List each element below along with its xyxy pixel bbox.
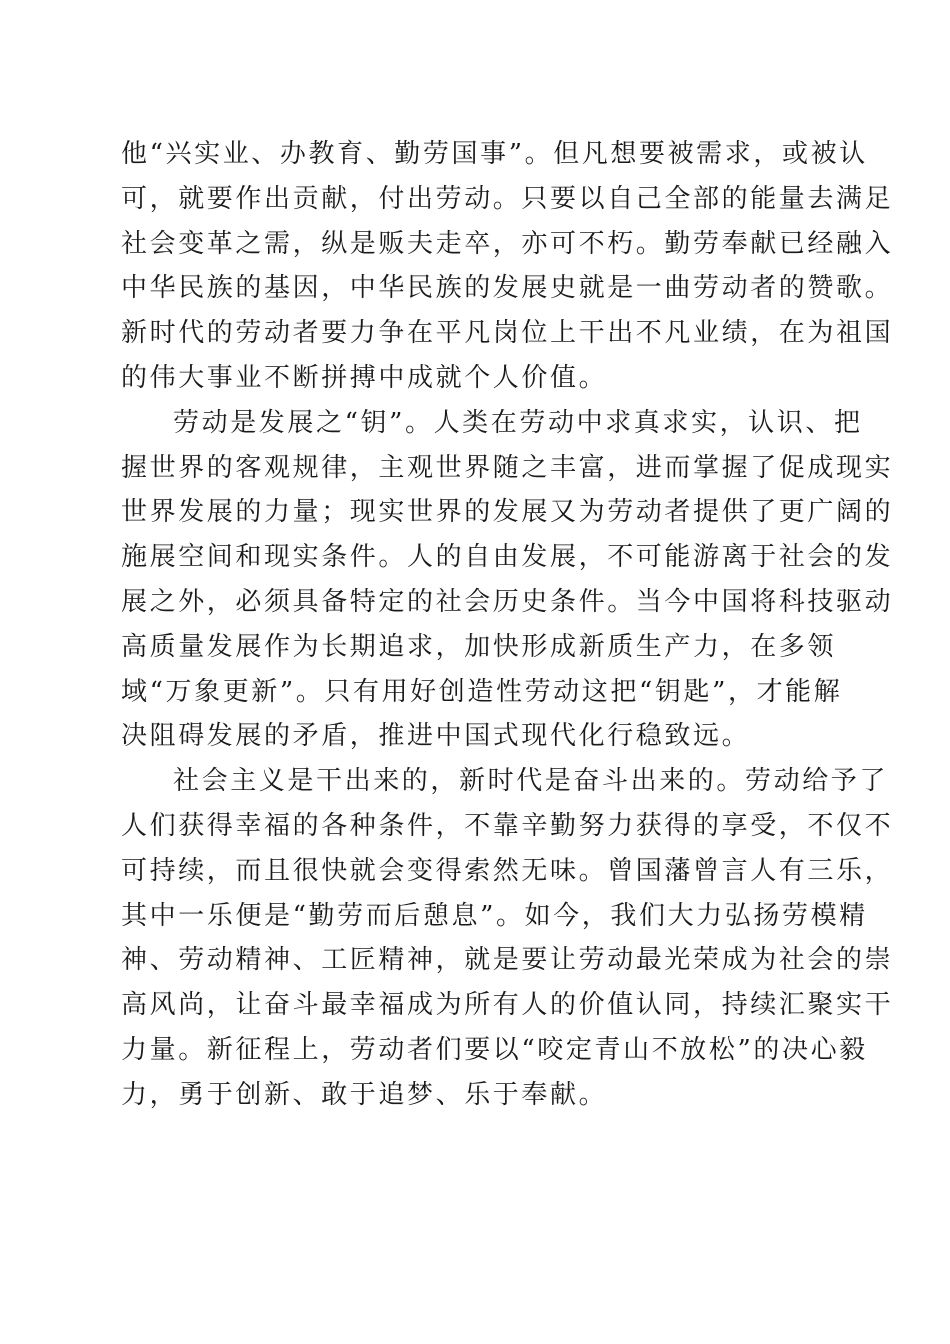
text-line: 力量。新征程上，劳动者们要以“咬定青山不放松”的决心毅 xyxy=(121,1034,868,1065)
text-line: 高质量发展作为长期追求，加快形成新质生产力，在多领 xyxy=(121,631,837,662)
text-line: 域“万象更新”。只有用好创造性劳动这把“钥匙”，才能解 xyxy=(121,676,843,707)
text-line: 神、劳动精神、工匠精神，就是要让劳动最光荣成为社会的崇 xyxy=(121,945,894,976)
text-line: 中华民族的基因，中华民族的发展史就是一曲劳动者的赞歌。 xyxy=(121,273,894,304)
text-line: 可持续，而且很快就会变得索然无味。曾国藩曾言人有三乐， xyxy=(121,855,894,886)
text-line: 新时代的劳动者要力争在平凡岗位上干出不凡业绩，在为祖国 xyxy=(121,318,894,349)
text-line: 社会变革之需，纵是贩夫走卒，亦可不朽。勤劳奉献已经融入 xyxy=(121,228,894,259)
text-line: 施展空间和现实条件。人的自由发展，不可能游离于社会的发 xyxy=(121,542,894,573)
text-line: 社会主义是干出来的，新时代是奋斗出来的。劳动给予了 xyxy=(173,766,889,797)
text-line: 力，勇于创新、敢于追梦、乐于奉献。 xyxy=(121,1079,608,1110)
text-line: 展之外，必须具备特定的社会历史条件。当今中国将科技驱动 xyxy=(121,586,894,617)
text-line: 高风尚，让奋斗最幸福成为所有人的价值认同，持续汇聚实干 xyxy=(121,990,894,1021)
paragraph-1 xyxy=(121,132,894,401)
text-line: 人们获得幸福的各种条件，不靠辛勤努力获得的享受，不仅不 xyxy=(121,810,894,841)
text-line: 决阻碍发展的矛盾，推进中国式现代化行稳致远。 xyxy=(121,721,751,752)
text-line: 可，就要作出贡献，付出劳动。只要以自己全部的能量去满足 xyxy=(121,183,894,214)
document-body xyxy=(121,132,894,1118)
text-line: 的伟大事业不断拼搏中成就个人价值。 xyxy=(121,362,608,393)
paragraph-2 xyxy=(121,401,894,759)
text-line: 握世界的客观规律，主观世界随之丰富，进而掌握了促成现实 xyxy=(121,452,894,483)
text-line: 他“兴实业、办教育、勤劳国事”。但凡想要被需求，或被认 xyxy=(121,139,868,169)
text-line: 其中一乐便是“勤劳而后憩息”。如今，我们大力弘扬劳模精 xyxy=(121,900,868,931)
paragraph-3 xyxy=(121,759,894,1117)
text-line: 世界发展的力量；现实世界的发展又为劳动者提供了更广阔的 xyxy=(121,497,894,528)
text-line: 劳动是发展之“钥”。人类在劳动中求真求实，认识、把 xyxy=(173,407,863,438)
